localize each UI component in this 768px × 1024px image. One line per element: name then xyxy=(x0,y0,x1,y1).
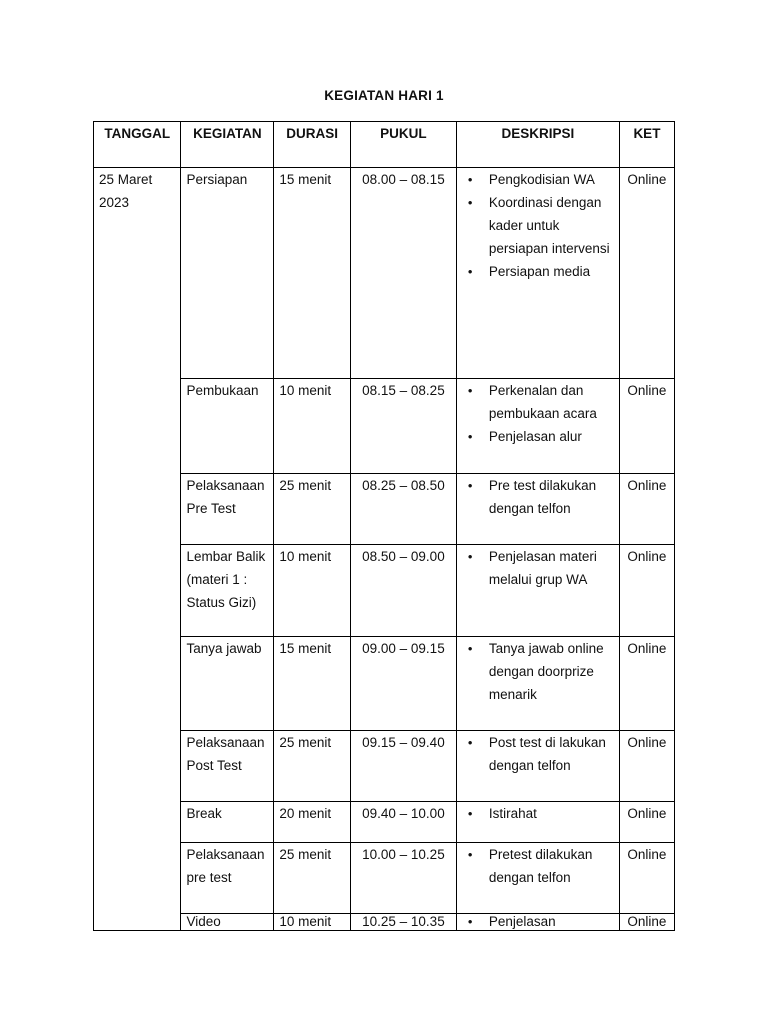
activity-cell: Pelaksanaan Pre Test xyxy=(181,474,274,545)
list-item: • Perkenalan dan pembukaan acara xyxy=(462,379,614,425)
note-cell: Online xyxy=(619,379,674,474)
duration-cell: 10 menit xyxy=(274,545,351,637)
time-cell: 08.00 – 08.15 xyxy=(351,168,457,379)
time-cell: 10.25 – 10.35 xyxy=(351,914,457,931)
date-cell: 25 Maret 2023 xyxy=(94,168,181,931)
header-duration: DURASI xyxy=(274,122,351,168)
page-title: KEGIATAN HARI 1 xyxy=(324,88,444,103)
duration-cell: 25 menit xyxy=(274,843,351,914)
header-activity: KEGIATAN xyxy=(181,122,274,168)
description-list xyxy=(462,843,614,889)
list-item: • Pre test dilakukan dengan telfon xyxy=(462,474,614,520)
table-row xyxy=(94,731,675,802)
list-item: • Koordinasi dengan kader untuk persiapan intervensi xyxy=(462,191,614,260)
list-item: • Pengkodisian WA xyxy=(462,168,614,191)
note-cell: Online xyxy=(619,731,674,802)
list-item: • Tanya jawab online dengan doorprize menarik xyxy=(462,637,614,706)
activity-cell: Video xyxy=(181,914,274,931)
description-list xyxy=(462,731,614,777)
note-cell: Online xyxy=(619,545,674,637)
description-list xyxy=(462,168,614,283)
table-row xyxy=(94,802,675,843)
description-cell xyxy=(456,802,619,843)
header-note: KET xyxy=(619,122,674,168)
list-item: • Istirahat xyxy=(462,802,614,825)
description-cell xyxy=(456,637,619,731)
duration-cell: 15 menit xyxy=(274,637,351,731)
description-list xyxy=(462,914,614,930)
note-cell: Online xyxy=(619,843,674,914)
description-cell xyxy=(456,168,619,379)
description-list xyxy=(462,379,614,448)
header-time: PUKUL xyxy=(351,122,457,168)
duration-cell: 15 menit xyxy=(274,168,351,379)
table-row xyxy=(94,843,675,914)
header-date: TANGGAL xyxy=(94,122,181,168)
description-cell xyxy=(456,474,619,545)
table-header-row xyxy=(94,122,675,168)
activity-cell: Persiapan xyxy=(181,168,274,379)
note-cell: Online xyxy=(619,802,674,843)
table-row xyxy=(94,379,675,474)
header-description: DESKRIPSI xyxy=(456,122,619,168)
table-row xyxy=(94,474,675,545)
table-row xyxy=(94,637,675,731)
description-cell xyxy=(456,731,619,802)
duration-cell: 25 menit xyxy=(274,731,351,802)
duration-cell: 20 menit xyxy=(274,802,351,843)
note-cell: Online xyxy=(619,637,674,731)
list-item: • Post test di lakukan dengan telfon xyxy=(462,731,614,777)
description-list xyxy=(462,637,614,706)
table-row xyxy=(94,545,675,637)
activity-cell: Pelaksanaan Post Test xyxy=(181,731,274,802)
time-cell: 09.15 – 09.40 xyxy=(351,731,457,802)
description-cell xyxy=(456,545,619,637)
description-list xyxy=(462,545,614,591)
time-cell: 08.15 – 08.25 xyxy=(351,379,457,474)
description-list xyxy=(462,474,614,520)
duration-cell: 25 menit xyxy=(274,474,351,545)
list-item: • Persiapan media xyxy=(462,260,614,283)
list-item: • Penjelasan alur xyxy=(462,425,614,448)
description-cell xyxy=(456,379,619,474)
time-cell: 08.50 – 09.00 xyxy=(351,545,457,637)
activity-cell: Break xyxy=(181,802,274,843)
activity-cell: Tanya jawab xyxy=(181,637,274,731)
table-row xyxy=(94,914,675,931)
activity-cell: Pembukaan xyxy=(181,379,274,474)
list-item: • Penjelasan materi melalui grup WA xyxy=(462,545,614,591)
description-cell xyxy=(456,843,619,914)
schedule-table xyxy=(93,121,675,931)
description-list xyxy=(462,802,614,825)
table-row xyxy=(94,168,675,379)
time-cell: 10.00 – 10.25 xyxy=(351,843,457,914)
list-item: • Penjelasan xyxy=(462,914,614,930)
list-item: • Pretest dilakukan dengan telfon xyxy=(462,843,614,889)
description-cell xyxy=(456,914,619,931)
note-cell: Online xyxy=(619,474,674,545)
activity-cell: Pelaksanaan pre test xyxy=(181,843,274,914)
time-cell: 08.25 – 08.50 xyxy=(351,474,457,545)
activity-cell: Lembar Balik (materi 1 : Status Gizi) xyxy=(181,545,274,637)
note-cell: Online xyxy=(619,168,674,379)
duration-cell: 10 menit xyxy=(274,914,351,931)
time-cell: 09.40 – 10.00 xyxy=(351,802,457,843)
duration-cell: 10 menit xyxy=(274,379,351,474)
time-cell: 09.00 – 09.15 xyxy=(351,637,457,731)
note-cell: Online xyxy=(619,914,674,931)
